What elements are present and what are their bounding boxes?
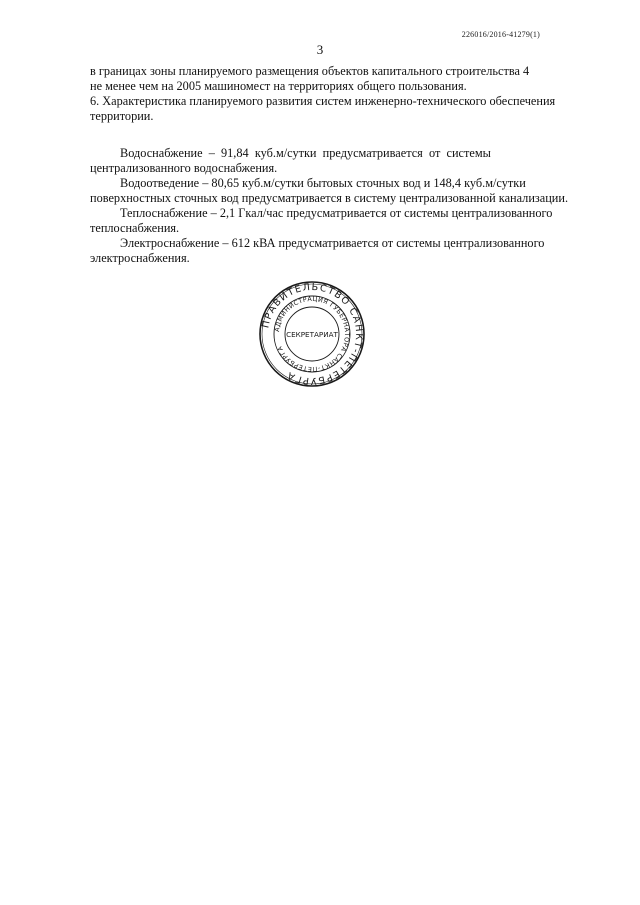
text-line: Электроснабжение – 612 кВА предусматривается от системы централизованного	[120, 236, 545, 250]
document-body	[90, 64, 595, 266]
text-line: не менее чем на 2005 машиномест на территориях общего пользования.	[90, 79, 467, 93]
seal-outer-text: ПРАВИТЕЛЬСТВО САНКТ-ПЕТЕРБУРГА	[260, 281, 365, 387]
paragraph-power-supply	[90, 236, 595, 266]
text-line: Водоснабжение – 91,84 куб.м/сутки предусматривается от системы	[120, 146, 491, 160]
seal-inner-text: АДМИНИСТРАЦИЯ ГУБЕРНАТОРА САНКТ-ПЕТЕРБУРГА	[273, 294, 352, 374]
text-line: электроснабжения.	[90, 251, 190, 265]
seal-center-text: СЕКРЕТАРИАТ	[286, 330, 338, 339]
page-number: 3	[316, 42, 324, 57]
paragraph-water-supply	[90, 146, 595, 176]
official-seal-stamp	[258, 280, 366, 388]
paragraph-section-6-heading	[90, 94, 595, 124]
seal-graphic	[258, 280, 366, 388]
text-line: поверхностных сточных вод предусматривается в систему централизованной канализации.	[90, 191, 569, 205]
paragraph-heat-supply	[90, 206, 595, 236]
text-line: теплоснабжения.	[90, 221, 180, 235]
text-line: Теплоснабжение – 2,1 Гкал/час предусматривается от системы централизованного	[120, 206, 553, 220]
text-line: в границах зоны планируемого размещения объектов капитального строительства 4	[90, 64, 530, 78]
document-registration-number: 226016/2016-41279(1)	[461, 30, 540, 39]
spacer	[90, 124, 595, 146]
text-line: централизованного водоснабжения.	[90, 161, 278, 175]
text-line: Водоотведение – 80,65 куб.м/сутки бытовых сточных вод и 148,4 куб.м/сутки	[120, 176, 526, 190]
paragraph-parking	[90, 64, 595, 94]
paragraph-sewerage	[90, 176, 595, 206]
text-line: 6. Характеристика планируемого развития систем инженерно-технического обеспечения	[90, 94, 556, 108]
text-line: территории.	[90, 109, 154, 123]
